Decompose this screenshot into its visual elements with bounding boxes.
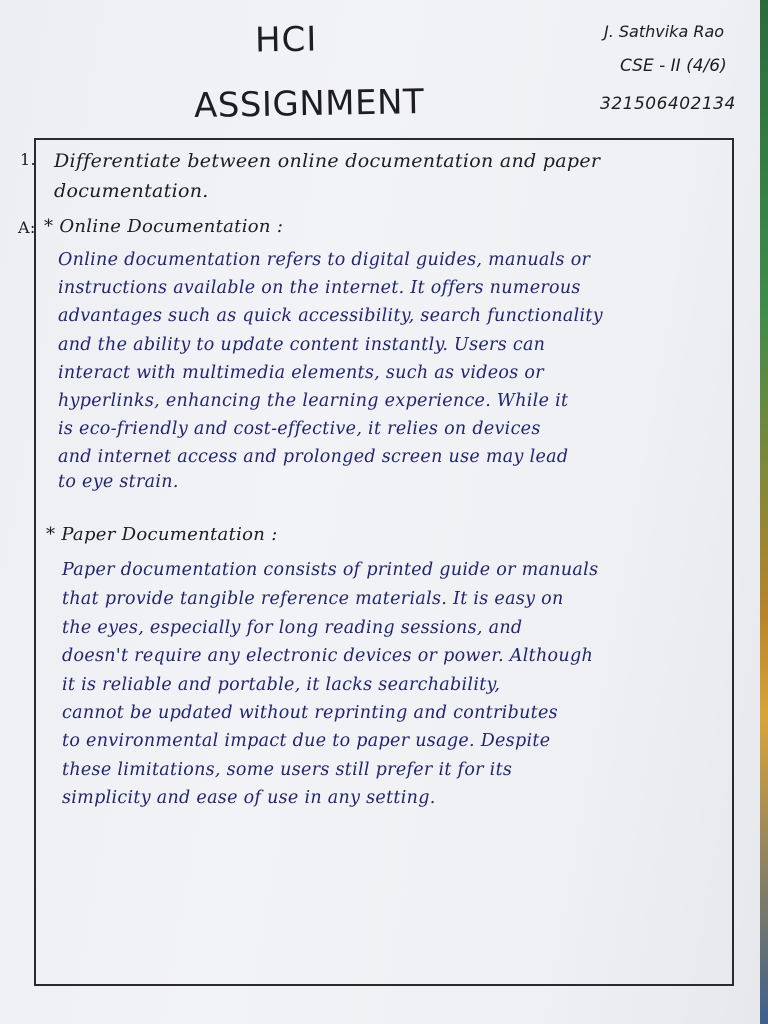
body-line: cannot be updated without reprinting and contributes (62, 703, 558, 723)
body-line: to eye strain. (58, 472, 179, 492)
answer-marker: A: (18, 218, 36, 237)
body-line: instructions available on the internet. It offers numerous (58, 278, 581, 298)
body-line: advantages such as quick accessibility, search functionality (58, 306, 603, 326)
body-line: simplicity and ease of use in any setting. (62, 788, 436, 808)
body-line: and internet access and prolonged screen use may lead (58, 447, 569, 467)
body-line: that provide tangible reference materials. It is easy on (62, 589, 564, 609)
body-line: these limitations, some users still prefer it for its (62, 760, 513, 780)
body-line: is eco-friendly and cost-effective, it relies on devices (58, 419, 541, 439)
body-line: Paper documentation consists of printed guide or manuals (62, 560, 599, 580)
body-line: it is reliable and portable, it lacks searchability, (62, 675, 501, 695)
section-heading-paper: * Paper Documentation : (46, 524, 278, 545)
roll-number: 321506402134 (600, 94, 736, 114)
background-edge (760, 0, 768, 1024)
question-text-line: documentation. (54, 180, 209, 202)
body-line: the eyes, especially for long reading sessions, and (62, 618, 523, 638)
body-line: and the ability to update content instantly. Users can (58, 335, 546, 355)
body-line: Online documentation refers to digital guides, manuals or (58, 250, 591, 270)
body-line: doesn't require any electronic devices or power. Although (62, 646, 594, 666)
body-line: to environmental impact due to paper usage. Despite (62, 731, 551, 751)
class-section: CSE - II (4/6) (620, 56, 727, 76)
student-name: J. Sathvika Rao (604, 22, 725, 41)
title-line-2: ASSIGNMENT (193, 81, 425, 127)
title-line-1: HCI (254, 19, 318, 61)
section-heading-online: * Online Documentation : (44, 216, 284, 237)
question-text-line: Differentiate between online documentation and paper (54, 150, 601, 172)
question-number: 1. (20, 150, 36, 169)
body-line: interact with multimedia elements, such as videos or (58, 363, 544, 383)
body-line: hyperlinks, enhancing the learning experience. While it (58, 391, 569, 411)
